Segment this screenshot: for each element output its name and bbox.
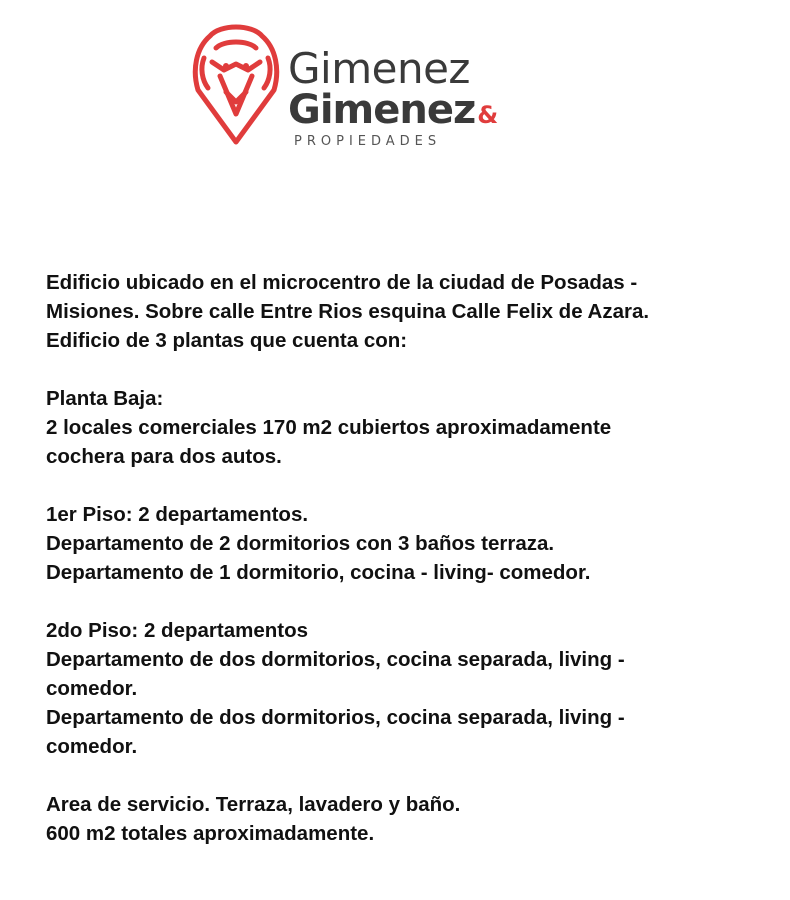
text-line: Edificio de 3 plantas que cuenta con:: [46, 329, 408, 352]
brand-name-line2: [288, 87, 499, 133]
brand-ampersand: &: [477, 101, 499, 129]
segundo-piso-paragraph: [46, 616, 776, 761]
section-heading: 2do Piso: 2 departamentos: [46, 619, 309, 642]
servicio-paragraph: [46, 790, 776, 848]
text-line: cochera para dos autos.: [46, 445, 282, 468]
text-line: Departamento de dos dormitorios, cocina separada, living -: [46, 706, 625, 729]
property-description: [46, 268, 776, 848]
text-line: 2 locales comerciales 170 m2 cubiertos aproximadamente: [46, 416, 612, 439]
brand-name-line1: Gimenez: [288, 44, 470, 93]
text-line: Area de servicio. Terraza, lavadero y baño.: [46, 793, 461, 816]
company-logo: [190, 18, 550, 158]
text-line: Departamento de 1 dormitorio, cocina - living- comedor.: [46, 561, 591, 584]
text-line: Departamento de dos dormitorios, cocina separada, living -: [46, 648, 625, 671]
text-line: 600 m2 totales aproximadamente.: [46, 822, 375, 845]
section-heading: Planta Baja:: [46, 387, 164, 410]
text-line: comedor.: [46, 677, 138, 700]
text-line: comedor.: [46, 735, 138, 758]
planta-baja-paragraph: [46, 384, 776, 471]
text-line: Edificio ubicado en el microcentro de la ciudad de Posadas -: [46, 271, 638, 294]
intro-paragraph: [46, 268, 776, 355]
lion-head-logo-icon: [190, 18, 282, 146]
section-heading: 1er Piso: 2 departamentos.: [46, 503, 309, 526]
text-line: Departamento de 2 dormitorios con 3 baños terraza.: [46, 532, 555, 555]
brand-name-line2-text: Gimenez: [288, 87, 476, 133]
primer-piso-paragraph: [46, 500, 776, 587]
text-line: Misiones. Sobre calle Entre Rios esquina Calle Felix de Azara.: [46, 300, 650, 323]
brand-subtitle: PROPIEDADES: [294, 134, 442, 149]
